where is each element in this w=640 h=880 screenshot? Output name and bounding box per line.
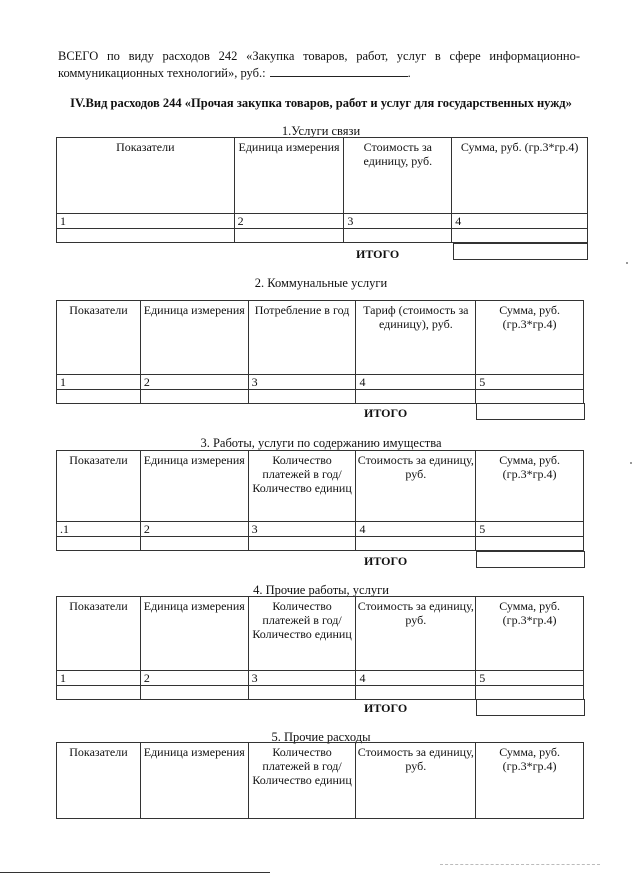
- table-3-colnum: 3: [248, 522, 356, 537]
- table-1-total-label: ИТОГО: [356, 247, 400, 261]
- table-1-data-cell[interactable]: [344, 229, 452, 243]
- table-2-colnum: 1: [57, 375, 141, 390]
- table-3-colnum: 4: [356, 522, 476, 537]
- table-2-colnum: 5: [476, 375, 584, 390]
- page-edge-line: [0, 872, 270, 873]
- table-4-header-indicators: Показатели: [57, 597, 141, 671]
- table-5-header-unit-cost: Стоимость за единицу, руб.: [356, 743, 476, 819]
- table-4-colnum: 3: [248, 671, 356, 686]
- table-4-data-cell[interactable]: [356, 686, 476, 700]
- table-2-colnum: 4: [356, 375, 476, 390]
- table-5-caption: 5. Прочие расходы: [271, 730, 371, 744]
- table-5-header-unit: Единица измерения: [140, 743, 248, 819]
- table-1-header-unit-cost: Стоимость за единицу, руб.: [344, 138, 452, 214]
- intro-paragraph: [58, 48, 580, 82]
- table-4-header-sum: Сумма, руб. (гр.3*гр.4): [476, 597, 584, 671]
- table-5-header-indicators: Показатели: [57, 743, 141, 819]
- table-4-header-payments: Количество платежей в год/Количество единиц: [248, 597, 356, 671]
- table-3-header-sum: Сумма, руб. (гр.3*гр.4): [476, 451, 584, 522]
- table-3-header-indicators: Показатели: [57, 451, 141, 522]
- table-3-colnum: .1: [57, 522, 141, 537]
- scan-speck: [630, 462, 632, 464]
- table-4-data-cell[interactable]: [57, 686, 141, 700]
- table-3-total-label: ИТОГО: [364, 554, 408, 568]
- table-4-total-field[interactable]: [476, 699, 585, 716]
- table-1-data-cell[interactable]: [57, 229, 235, 243]
- table-4-data-cell[interactable]: [248, 686, 356, 700]
- table-3-data-cell[interactable]: [57, 537, 141, 551]
- table-4-data-cell[interactable]: [140, 686, 248, 700]
- table-4-colnum: 4: [356, 671, 476, 686]
- intro-line-1: ВСЕГО по виду расходов 242 «Закупка товаров, работ, услуг в сфере информационно-: [58, 49, 580, 63]
- intro-line-2-end: .: [407, 66, 411, 80]
- table-3-data-cell[interactable]: [248, 537, 356, 551]
- section-heading: IV.Вид расходов 244 «Прочая закупка товаров, работ и услуг для государственных нужд»: [70, 96, 572, 110]
- table-3-data-cell[interactable]: [140, 537, 248, 551]
- table-2-data-cell[interactable]: [57, 390, 141, 404]
- table-4: [56, 596, 584, 700]
- table-1-header-indicators: Показатели: [57, 138, 235, 214]
- table-3-header-payments: Количество платежей в год/Количество единиц: [248, 451, 356, 522]
- table-2: [56, 300, 584, 404]
- table-1-header-sum: Сумма, руб. (гр.3*гр.4): [452, 138, 588, 214]
- table-3-colnum: 2: [140, 522, 248, 537]
- table-2-data-cell[interactable]: [356, 390, 476, 404]
- total-blank-field[interactable]: [270, 65, 408, 77]
- table-3: [56, 450, 584, 551]
- table-3-caption: 3. Работы, услуги по содержанию имущества: [200, 436, 442, 450]
- table-4-header-unit: Единица измерения: [140, 597, 248, 671]
- table-3-colnum: 5: [476, 522, 584, 537]
- table-4-colnum: 2: [140, 671, 248, 686]
- table-3-total-field[interactable]: [476, 551, 585, 568]
- table-5-header-payments: Количество платежей в год/Количество единиц: [248, 743, 356, 819]
- table-2-header-unit: Единица измерения: [140, 301, 248, 375]
- table-4-header-unit-cost: Стоимость за единицу, руб.: [356, 597, 476, 671]
- table-2-total-label: ИТОГО: [364, 406, 408, 420]
- table-1-total-field[interactable]: [453, 243, 588, 260]
- table-3-header-unit: Единица измерения: [140, 451, 248, 522]
- table-2-header-indicators: Показатели: [57, 301, 141, 375]
- table-2-header-consumption: Потребление в год: [248, 301, 356, 375]
- table-2-data-cell[interactable]: [140, 390, 248, 404]
- table-2-colnum: 2: [140, 375, 248, 390]
- page-edge-dash: [440, 864, 600, 865]
- table-4-colnum: 1: [57, 671, 141, 686]
- table-1-caption: 1.Услуги связи: [281, 124, 361, 138]
- table-2-colnum: 3: [248, 375, 356, 390]
- table-2-caption: 2. Коммунальные услуги: [254, 276, 388, 290]
- table-1-header-unit: Единица измерения: [234, 138, 344, 214]
- table-3-header-unit-cost: Стоимость за единицу, руб.: [356, 451, 476, 522]
- table-1-colnum: 3: [344, 214, 452, 229]
- table-5: [56, 742, 584, 819]
- intro-line-2: коммуникационных технологий», руб.:: [58, 66, 266, 80]
- table-2-data-cell[interactable]: [476, 390, 584, 404]
- table-1-colnum: 4: [452, 214, 588, 229]
- table-2-total-field[interactable]: [476, 403, 585, 420]
- table-4-data-cell[interactable]: [476, 686, 584, 700]
- table-4-total-label: ИТОГО: [364, 701, 408, 715]
- table-1-colnum: 2: [234, 214, 344, 229]
- table-1-colnum: 1: [57, 214, 235, 229]
- table-4-caption: 4. Прочие работы, услуги: [253, 583, 389, 597]
- table-3-data-cell[interactable]: [476, 537, 584, 551]
- table-1-data-cell[interactable]: [234, 229, 344, 243]
- table-5-header-sum: Сумма, руб. (гр.3*гр.4): [476, 743, 584, 819]
- scan-speck: [626, 262, 628, 264]
- table-1: [56, 137, 588, 243]
- table-1-data-cell[interactable]: [452, 229, 588, 243]
- table-3-data-cell[interactable]: [356, 537, 476, 551]
- table-4-colnum: 5: [476, 671, 584, 686]
- table-2-data-cell[interactable]: [248, 390, 356, 404]
- table-2-header-tariff: Тариф (стоимость за единицу), руб.: [356, 301, 476, 375]
- table-2-header-sum: Сумма, руб. (гр.3*гр.4): [476, 301, 584, 375]
